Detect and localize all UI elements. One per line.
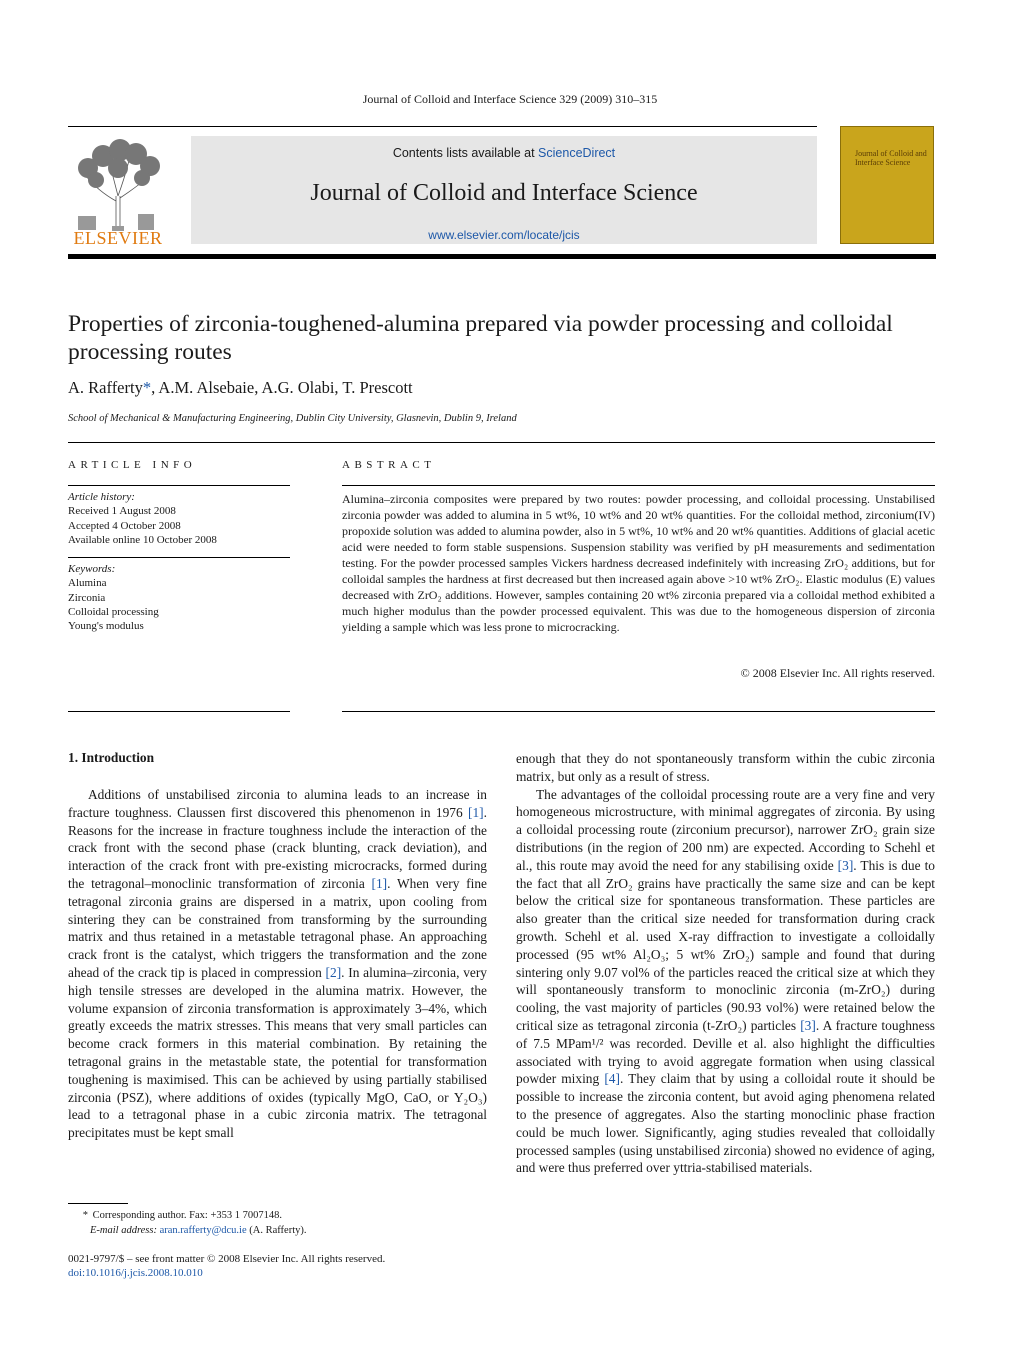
body-text: . When very fine tetragonal zirconia grains are dispersed in a matrix, upon cooling from sintering they can be constrained from transforming by the surrounding matrix and thus retained in a metastable tetragonal phase. An approaching crack front is the catalyst, which triggers the transformation and the zone ahead of the crack tip is placed in compression xyxy=(68,875,487,980)
body-text: . In alumina–zirconia, very high tensile stresses are developed in the alumina matrix. However, the volume expansion of zirconia transformation is approximately 3–4%, which greatly exceeds the matrix stresses. This means that very small particles can become crack formers in this material combination. By retaining the tetragonal grains in the metastable state, the potential for transformation toughening is maximised. This can be achieved by using partially stabilised zirconia (PSZ), where additions of oxides (typically MgO, CaO, or Y₂O₃) lead to a tetragonal phase in a cubic zirconia matrix. The tetragonal precipitates must be kept small xyxy=(68,964,487,1141)
history-received: Received 1 August 2008 xyxy=(68,505,176,518)
contents-prefix: Contents lists available at xyxy=(392,146,539,160)
first-author: A. Rafferty xyxy=(68,378,143,397)
masthead-bottom-rule xyxy=(68,254,936,259)
keyword-item: Zirconia xyxy=(68,591,106,604)
body-column-left xyxy=(68,786,487,1142)
abstract-text: Alumina–zirconia composites were prepared by two routes: powder processing, and colloidal processing. Unstabilised zirconia powder was added to alumina in 5 wt%, 10 wt% and 20 wt% quantities. For the colloidal method, zirconium(IV) propoxide solution was added to alumina powder, also in 5 wt%, 10 wt% and 20 wt% quantities. Additions of glacial acetic acid were needed to form stable suspensions. Suspension stability was verified by pH measurements and sedimentation testing. For the powder processed samples Vickers hardness decreased indefinitely with increasing ZrO₂ additions, but for colloidal samples the hardness at first decreased but then increased again above >10 wt% ZrO₂. Elastic modulus (E) values decreased with ZrO₂ additions. However, samples containing 20 wt% zirconia prepared via a colloidal method exhibited a much higher modulus than the powder processed equivalent. This was due to the homogeneous dispersion of zirconia yielding a sample which was less prone to microcracking. xyxy=(342,492,935,634)
footnote-corresponding xyxy=(68,1208,488,1223)
keywords xyxy=(68,562,290,633)
sciencedirect-link[interactable]: ScienceDirect xyxy=(538,146,616,160)
body-text: . They claim that by using a colloidal route it should be possible to increase the zirconia content, but avoid aging phenomena related to the presence of aggregates. Also the starting monoclinic phase fraction could be much lower. Significantly, aging studies revealed that colloidally processed samples (using unstabilised zirconia) showed no evidence of aging, and were thus preferred over yttria-stabilised materials. xyxy=(516,1071,936,1176)
history-label: Article history: xyxy=(68,491,135,503)
keyword-item: Colloidal processing xyxy=(68,605,159,618)
email-label: E-mail address: xyxy=(90,1225,157,1236)
journal-cover-thumbnail xyxy=(840,126,934,244)
doi-link[interactable]: doi:10.1016/j.jcis.2008.10.010 xyxy=(68,1267,203,1279)
journal-masthead xyxy=(68,126,936,260)
keywords-label: Keywords: xyxy=(68,563,116,575)
journal-name: Journal of Colloid and Interface Science xyxy=(310,180,698,206)
body-text: Additions of unstabilised zirconia to alumina leads to an increase in fracture toughness. Claussen first discovered this phenomenon in 1976 xyxy=(68,787,487,820)
body-text: enough that they do not spontaneously transform within the cubic zirconia matrix, but only as a result of stress. xyxy=(516,751,935,784)
abstract-rule-bottom xyxy=(342,711,935,712)
info-rule-middle xyxy=(68,557,290,558)
email-suffix: (A. Rafferty). xyxy=(249,1225,307,1236)
footnote-rule xyxy=(68,1203,128,1204)
other-authors: , A.M. Alsebaie, A.G. Olabi, T. Prescott xyxy=(151,378,413,397)
body-column-right xyxy=(516,750,935,1177)
corresponding-author-mark[interactable]: * xyxy=(142,378,152,397)
citation-link[interactable]: [2] xyxy=(325,964,342,980)
contents-line xyxy=(191,146,817,160)
issn-line: 0021-9797/$ – see front matter © 2008 Elsevier Inc. All rights reserved. xyxy=(68,1253,386,1265)
keyword-item: Young's modulus xyxy=(68,620,144,633)
article-history xyxy=(68,490,290,547)
email-link[interactable]: aran.rafferty@dcu.ie xyxy=(159,1225,247,1236)
imprint xyxy=(68,1252,385,1280)
author-list xyxy=(68,378,413,398)
citation-link[interactable]: [3] xyxy=(837,857,854,873)
cover-title: Journal of Colloid and Interface Science xyxy=(855,149,927,167)
abstract-copyright: © 2008 Elsevier Inc. All rights reserved. xyxy=(740,666,935,680)
journal-banner xyxy=(191,136,817,244)
abstract-rule-top xyxy=(342,485,935,486)
citation-link[interactable]: [4] xyxy=(604,1071,620,1087)
citation-link[interactable]: [3] xyxy=(800,1017,816,1033)
footnote-text: Corresponding author. Fax: +353 1 7007148. xyxy=(92,1210,282,1221)
article-title: Properties of zirconia-toughened-alumina prepared via powder processing and colloidal processing routes xyxy=(68,311,893,365)
elsevier-wordmark: ELSEVIER xyxy=(73,228,163,248)
body-paragraph xyxy=(516,786,935,1178)
body-text: The advantages of the colloidal processing route are a very fine and very homogeneous microstructure, with minimal aggregates of zirconia. By using a colloidal processing route (zirconium precursor), narrower ZrO₂ grain size distributions (in the region of 200 nm) are expected. According to Schehl et al., this route may avoid the need for any stabilising oxide xyxy=(516,786,935,873)
history-online: Available online 10 October 2008 xyxy=(68,533,217,546)
journal-citation: Journal of Colloid and Interface Science 329 (2009) 310–315 xyxy=(362,92,658,106)
article-info-heading: ARTICLE INFO xyxy=(68,459,197,471)
masthead-top-rule xyxy=(68,126,817,127)
citation-link[interactable]: [1] xyxy=(371,875,388,891)
footnote-email-line xyxy=(68,1223,488,1238)
body-text: . A fracture toughness of 7.5 MPam¹/² was recorded. Deville et al. also highlight the difficulties associated with trying to avoid aggregate formation when using classical powder mixing xyxy=(516,1017,935,1087)
body-text: . Reasons for the increase in fracture toughness include the interaction of the crack front with the second phase (crack blunting, crack deviation), and interaction of the crack front with pre-existing microcracks, formed during the tetragonal–monoclinic transformation of zirconia xyxy=(68,804,487,891)
info-rule-top xyxy=(68,485,290,486)
citation-link[interactable]: [1] xyxy=(468,804,484,820)
affiliation: School of Mechanical & Manufacturing Engineering, Dublin City University, Glasnevin, Dublin 9, Ireland xyxy=(68,413,517,424)
footnote xyxy=(68,1208,488,1238)
section-heading-introduction: 1. Introduction xyxy=(68,750,155,765)
info-rule-bottom xyxy=(68,711,290,712)
history-accepted: Accepted 4 October 2008 xyxy=(68,519,181,532)
footnote-mark: * xyxy=(82,1210,88,1221)
abstract-heading: ABSTRACT xyxy=(342,459,436,471)
header-divider xyxy=(68,442,935,443)
journal-url-link[interactable]: www.elsevier.com/locate/jcis xyxy=(428,228,580,242)
body-text: . This is due to the fact that all ZrO₂ grains have practically the same size and can be kept below the critical size for spontaneous transformation. These particles are also greater than the critical size needed for transformation during crack growth. Schehl et al. used X-ray diffraction to investigate a colloidally processed (95 wt% Al₂O₃; 5 wt% ZrO₂) sample and found that during sintering only 9.07 vol% of the particles reaced the critical size at which they will spontaneously transform to monoclinic zirconia (m-ZrO₂) during cooling, the vast majority of particles (90.93 vol%) were retained below the critical size as tetragonal zirconia (t-ZrO₂) particles xyxy=(516,857,935,1033)
keyword-item: Alumina xyxy=(68,577,107,590)
